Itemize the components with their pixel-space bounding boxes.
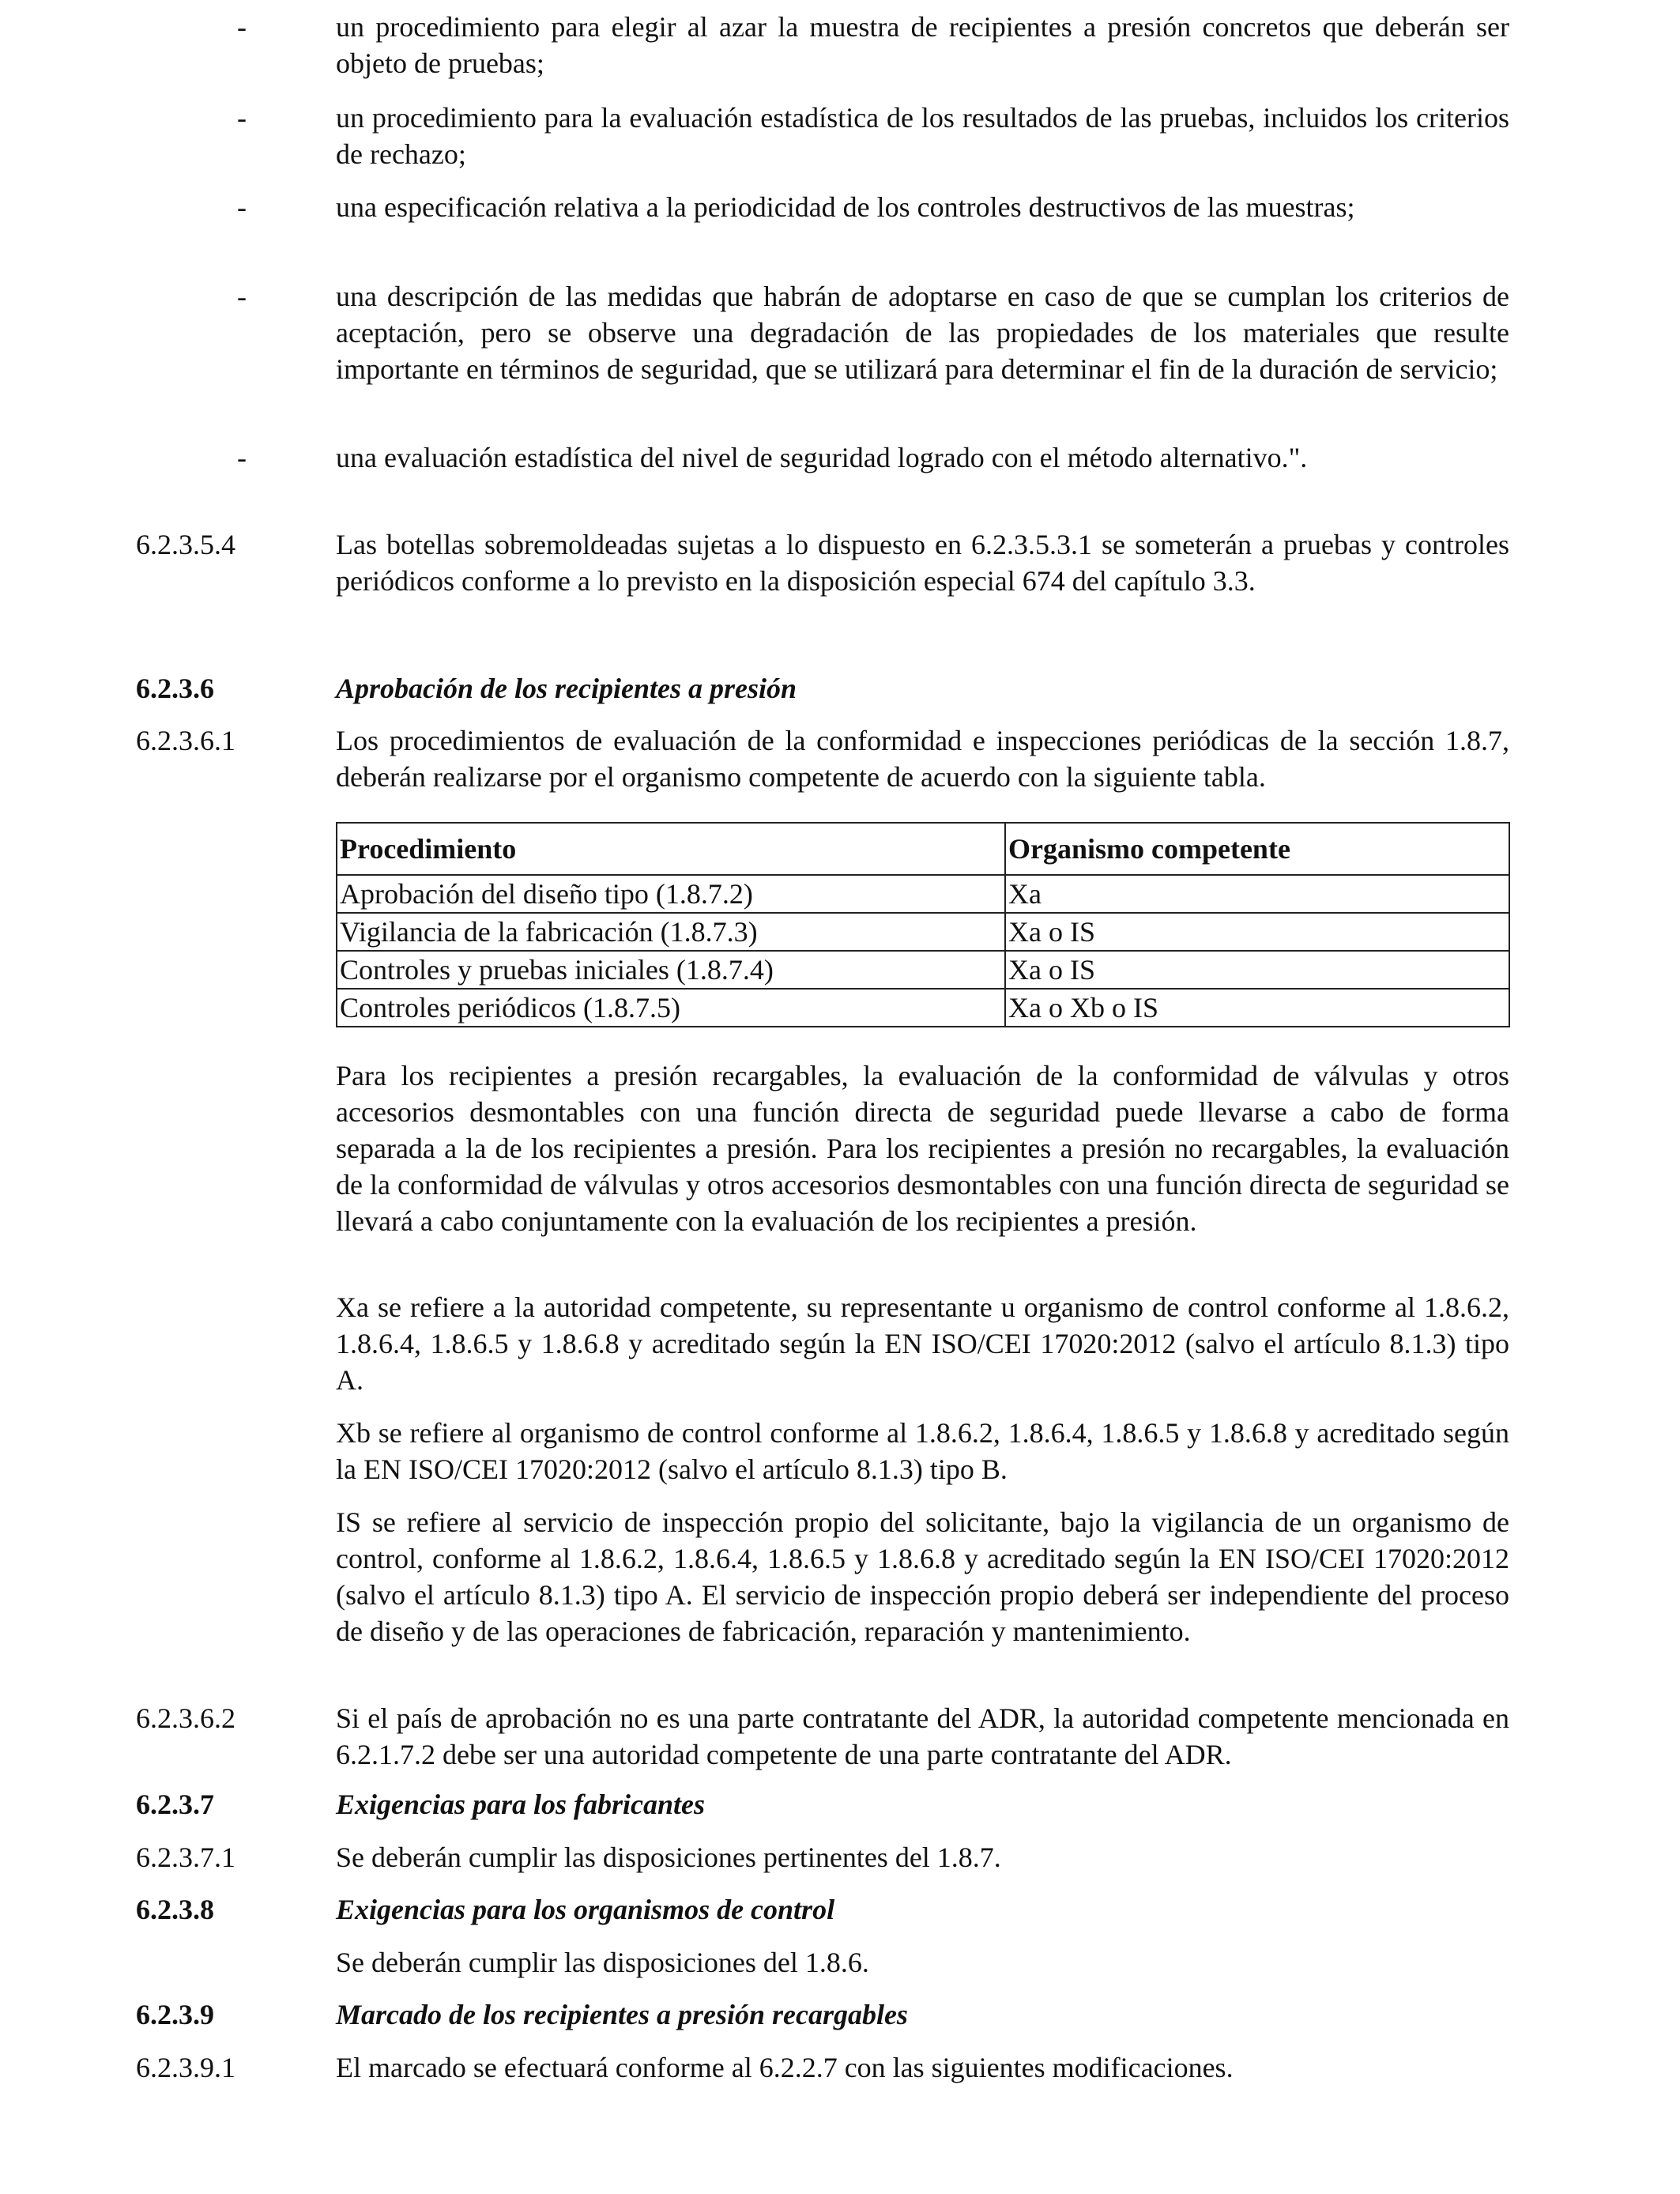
- table-header-row: [337, 823, 1509, 875]
- heading-title: Exigencias para los fabricantes: [336, 1789, 706, 1820]
- paragraph: Para los recipientes a presión recargables, la evaluación de la conformidad de válvulas y otros accesorios desmontables con una función directa de seguridad puede llevarse a cabo de forma separada a la de los recipientes a presión. Para los recipientes a presión no recargables, la evaluación de la conformidad de válvulas y otros accesorios desmontables con una función directa de seguridad se llevará a cabo conjuntamente con la evaluación de los recipientes a presión.: [336, 1060, 1509, 1237]
- heading-title: Exigencias para los organismos de control: [336, 1894, 835, 1925]
- table-cell: Controles periódicos (1.8.7.5): [337, 989, 1005, 1027]
- list-item: [237, 9, 1509, 81]
- section-text: El marcado se efectuará conforme al 6.2.2.7 con las siguientes modificaciones.: [336, 2052, 1234, 2083]
- list-item-text: una especificación relativa a la periodicidad de los controles destructivos de las muestras;: [336, 191, 1355, 223]
- section-text: Se deberán cumplir las disposiciones del 1.8.6.: [336, 1947, 869, 1978]
- section-text: Se deberán cumplir las disposiciones pertinentes del 1.8.7.: [336, 1842, 1001, 1873]
- list-dash: -: [237, 11, 247, 43]
- paragraph: Xb se refiere al organismo de control conforme al 1.8.6.2, 1.8.6.4, 1.8.6.5 y 1.8.6.8 y acreditado según la EN ISO/CEI 17020:2012 (salvo el artículo 8.1.3) tipo B.: [336, 1417, 1509, 1485]
- list-dash: -: [237, 191, 247, 223]
- list-item-text: una descripción de las medidas que habrán de adoptarse en caso de que se cumplan los criterios de aceptación, pero se observe una degradación de las propiedades de los materiales que resulte importante en términos de seguridad, que se utilizará para determinar el fin de la duración de servicio;: [336, 281, 1509, 385]
- table-row: [337, 951, 1509, 989]
- procedure-table: [336, 822, 1510, 1027]
- section-number: 6.2.3.6.1: [136, 725, 235, 756]
- section-text: Las botellas sobremoldeadas sujetas a lo dispuesto en 6.2.3.5.3.1 se someterán a pruebas y controles periódicos conforme a lo previsto en la disposición especial 674 del capítulo 3.3.: [336, 529, 1509, 597]
- list-item: [237, 189, 1509, 225]
- table-cell: Xa: [1005, 875, 1509, 913]
- section-number: 6.2.3.6.2: [136, 1702, 235, 1734]
- list-item-text: un procedimiento para la evaluación estadística de los resultados de las pruebas, incluidos los criterios de rechazo;: [336, 102, 1509, 170]
- table-row: [337, 989, 1509, 1027]
- list-dash: -: [237, 102, 247, 134]
- section-number: 6.2.3.9.1: [136, 2052, 235, 2083]
- list-item-text: un procedimiento para elegir al azar la muestra de recipientes a presión concretos que deberán ser objeto de pruebas;: [336, 11, 1509, 79]
- table-row: [337, 913, 1509, 951]
- section-text: Si el país de aprobación no es una parte contratante del ADR, la autoridad competente mencionada en 6.2.1.7.2 debe ser una autoridad competente de una parte contratante del ADR.: [336, 1702, 1509, 1770]
- section-text: Los procedimientos de evaluación de la conformidad e inspecciones periódicas de la sección 1.8.7, deberán realizarse por el organismo competente de acuerdo con la siguiente tabla.: [336, 725, 1509, 793]
- table-header-cell: Procedimiento: [337, 823, 1005, 875]
- section-number: 6.2.3.5.4: [136, 529, 235, 560]
- heading-title: Marcado de los recipientes a presión recargables: [336, 1999, 908, 2030]
- table-cell: Aprobación del diseño tipo (1.8.7.2): [337, 875, 1005, 913]
- paragraph: IS se refiere al servicio de inspección propio del solicitante, bajo la vigilancia de un organismo de control, conforme al 1.8.6.2, 1.8.6.4, 1.8.6.5 y 1.8.6.8 y acreditado según la EN ISO/CEI 17020:2012 (salvo el artículo 8.1.3) tipo A. El servicio de inspección propio deberá ser independiente del proceso de diseño y de las operaciones de fabricación, reparación y mantenimiento.: [336, 1506, 1509, 1647]
- list-dash: -: [237, 442, 247, 473]
- heading-number: 6.2.3.7: [136, 1789, 214, 1820]
- list-item: [237, 439, 1509, 476]
- list-item: [237, 278, 1509, 387]
- table-cell: Xa o Xb o IS: [1005, 989, 1509, 1027]
- paragraph: Xa se refiere a la autoridad competente, su representante u organismo de control conforme al 1.8.6.2, 1.8.6.4, 1.8.6.5 y 1.8.6.8 y acreditado según la EN ISO/CEI 17020:2012 (salvo el artículo 8.1.3) tipo A.: [336, 1291, 1509, 1396]
- heading-title: Aprobación de los recipientes a presión: [336, 673, 797, 704]
- list-dash: -: [237, 281, 247, 312]
- list-item: [237, 100, 1509, 172]
- heading-number: 6.2.3.8: [136, 1894, 214, 1925]
- heading-number: 6.2.3.9: [136, 1999, 214, 2030]
- table-header-cell: Organismo competente: [1005, 823, 1509, 875]
- section-number: 6.2.3.7.1: [136, 1842, 235, 1873]
- table-cell: Xa o IS: [1005, 951, 1509, 989]
- table-cell: Vigilancia de la fabricación (1.8.7.3): [337, 913, 1005, 951]
- table-cell: Controles y pruebas iniciales (1.8.7.4): [337, 951, 1005, 989]
- table-row: [337, 875, 1509, 913]
- list-item-text: una evaluación estadística del nivel de seguridad logrado con el método alternativo.".: [336, 442, 1308, 473]
- heading-number: 6.2.3.6: [136, 673, 214, 704]
- table-cell: Xa o IS: [1005, 913, 1509, 951]
